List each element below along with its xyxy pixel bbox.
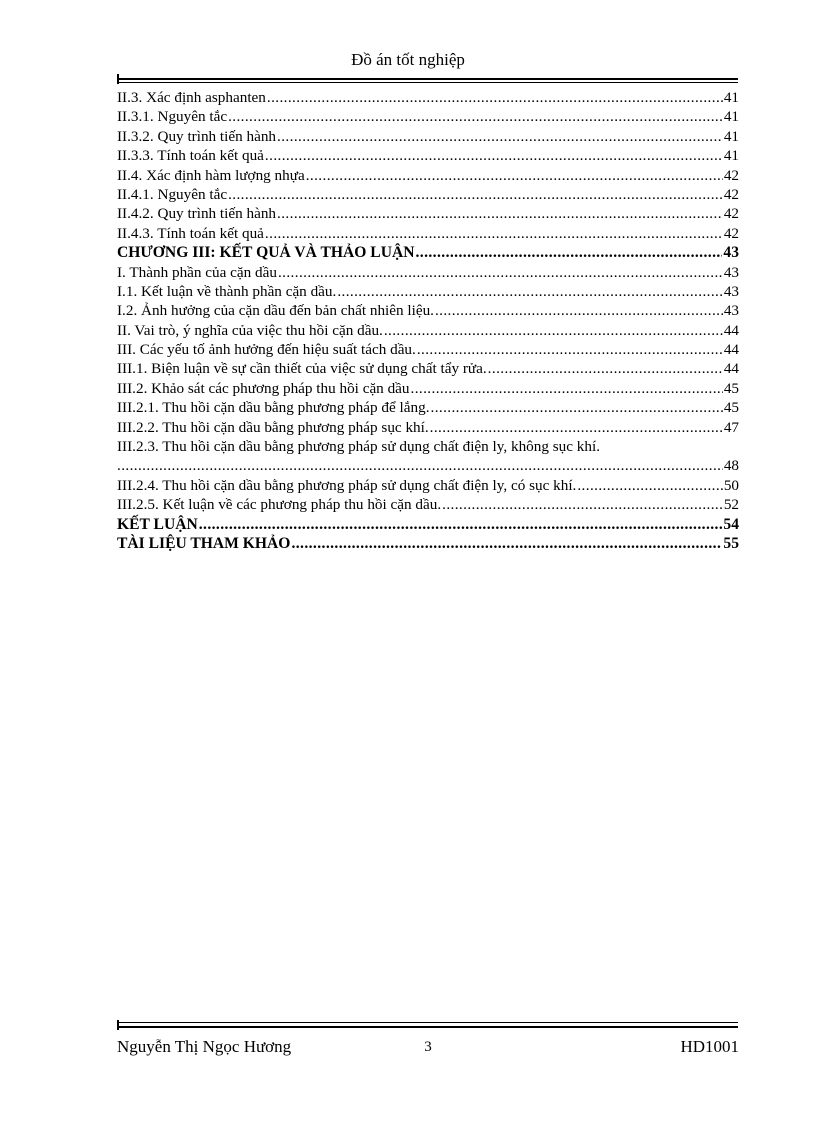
toc-leader-dots bbox=[430, 418, 723, 437]
toc-entry-page: 54 bbox=[723, 515, 739, 533]
toc-entry bbox=[117, 166, 739, 185]
toc-leader-dots bbox=[228, 107, 723, 126]
toc-entry-title: II.4.1. Nguyên tắc bbox=[117, 185, 228, 203]
toc-entry-page: 47 bbox=[723, 418, 739, 436]
toc-entry bbox=[117, 495, 739, 514]
toc-leader-dots bbox=[417, 340, 723, 359]
toc-entry bbox=[117, 379, 739, 398]
toc-leader-dots bbox=[265, 224, 723, 243]
toc-entry bbox=[117, 301, 739, 320]
toc-entry-title: II.3.1. Nguyên tắc bbox=[117, 108, 228, 126]
toc-entry-page: 44 bbox=[723, 321, 739, 339]
footer-author: Nguyễn Thị Ngọc Hương bbox=[117, 1037, 292, 1056]
toc-entry-title: II.4.2. Quy trình tiến hành bbox=[117, 205, 277, 223]
toc-entry-title: I. Thành phần của cặn dầu bbox=[117, 263, 277, 281]
toc-entry-title: CHƯƠNG III: KẾT QUẢ VÀ THẢO LUẬN bbox=[117, 244, 415, 262]
toc-leader-dots bbox=[384, 321, 723, 340]
toc-entry-page: 42 bbox=[723, 224, 739, 242]
toc-entry-title: II.4.3. Tính toán kết quả bbox=[117, 224, 264, 242]
toc-entry-title: III.2. Khảo sát các phương pháp thu hồi cặn dầu bbox=[117, 379, 410, 397]
toc-entry-page: 52 bbox=[723, 496, 739, 514]
toc-entry bbox=[117, 437, 739, 456]
toc-entry bbox=[117, 515, 739, 534]
toc-entry-page: 43 bbox=[723, 244, 739, 262]
toc-leader-dots bbox=[577, 476, 722, 495]
toc-entry-page: 42 bbox=[723, 185, 739, 203]
toc-entry-page: 41 bbox=[723, 89, 739, 106]
toc-entry-page: 42 bbox=[723, 205, 739, 223]
toc-entry-title: III.2.5. Kết luận về các phương pháp thu hồi cặn dầu. bbox=[117, 496, 442, 514]
toc-entry-page: 45 bbox=[723, 399, 739, 417]
toc-entry-page: 44 bbox=[723, 341, 739, 359]
toc-leader-dots bbox=[265, 146, 723, 165]
toc-leader-dots bbox=[277, 204, 723, 223]
toc-entry-title: II.3. Xác định asphanten bbox=[117, 89, 266, 106]
toc-entry bbox=[117, 282, 739, 301]
toc-leader-dots bbox=[337, 282, 723, 301]
toc-leader-dots bbox=[415, 243, 722, 262]
toc-entry-title: KẾT LUẬN bbox=[117, 515, 198, 533]
header-rule-thin bbox=[117, 82, 738, 83]
toc-entry-title: II.3.3. Tính toán kết quả bbox=[117, 147, 264, 165]
toc-entry bbox=[117, 204, 739, 223]
toc-entry bbox=[117, 263, 739, 282]
toc-entry-title: I.2. Ảnh hưởng của cặn dầu đến bản chất nhiên liệu. bbox=[117, 302, 434, 320]
toc-entry bbox=[117, 88, 739, 107]
toc-entry-title: III.2.3. Thu hồi cặn dầu bằng phương pháp sử dụng chất điện ly, không sục khí. bbox=[117, 438, 600, 456]
toc-entry bbox=[117, 224, 739, 243]
toc-leader-dots bbox=[228, 185, 723, 204]
toc-entry-page: 44 bbox=[723, 360, 739, 378]
toc-entry bbox=[117, 418, 739, 437]
toc-leader-dots bbox=[442, 495, 723, 514]
toc-entry bbox=[117, 534, 739, 553]
toc-entry-title: III. Các yếu tố ảnh hưởng đến hiệu suất tách dầu. bbox=[117, 341, 416, 359]
toc-leader-dots bbox=[431, 398, 723, 417]
toc-leader-dots bbox=[117, 456, 723, 475]
toc-entry-page: 43 bbox=[723, 282, 739, 300]
toc-entry-page: 43 bbox=[723, 302, 739, 320]
toc-entry-title: II.4. Xác định hàm lượng nhựa bbox=[117, 166, 305, 184]
toc-entry-page: 41 bbox=[723, 108, 739, 126]
toc-leader-dots bbox=[291, 534, 722, 553]
toc-entry bbox=[117, 476, 739, 495]
toc-entry-title: III.2.1. Thu hồi cặn dầu bằng phương pháp để lắng. bbox=[117, 399, 430, 417]
toc-leader-dots bbox=[488, 359, 723, 378]
toc-entry-title: III.1. Biện luận về sự cần thiết của việc sử dụng chất tẩy rửa. bbox=[117, 360, 487, 378]
footer-rule-thick bbox=[117, 1026, 738, 1028]
toc-entry bbox=[117, 185, 739, 204]
toc-entry-page: 42 bbox=[723, 166, 739, 184]
toc-entry bbox=[117, 146, 739, 165]
toc-entry-continuation bbox=[117, 456, 739, 475]
toc-entry-page: 41 bbox=[723, 127, 739, 145]
toc-entry-page: 41 bbox=[723, 147, 739, 165]
toc-leader-dots bbox=[199, 515, 723, 534]
toc-entry-title: III.2.4. Thu hồi cặn dầu bằng phương pháp sử dụng chất điện ly, có sục khí. bbox=[117, 476, 577, 494]
toc-entry-page: 45 bbox=[723, 379, 739, 397]
toc-leader-dots bbox=[277, 127, 723, 146]
toc-entry bbox=[117, 340, 739, 359]
footer-code: HD1001 bbox=[680, 1037, 739, 1056]
toc-entry bbox=[117, 359, 739, 378]
footer-page-number: 3 bbox=[424, 1039, 432, 1055]
footer-rule-thin bbox=[117, 1022, 738, 1023]
footer-bar bbox=[117, 1036, 739, 1058]
toc-entry-page: 50 bbox=[723, 476, 739, 494]
toc-entry-title: II. Vai trò, ý nghĩa của việc thu hồi cặn dầu. bbox=[117, 321, 383, 339]
toc-entry bbox=[117, 321, 739, 340]
toc-entry-title: II.3.2. Quy trình tiến hành bbox=[117, 127, 277, 145]
header-title: Đồ án tốt nghiệp bbox=[351, 50, 465, 69]
toc-entry-page: 48 bbox=[723, 457, 739, 475]
toc-entry bbox=[117, 107, 739, 126]
toc-entry-page: 55 bbox=[723, 534, 739, 552]
toc-entry-title: III.2.2. Thu hồi cặn dầu bằng phương pháp sục khí. bbox=[117, 418, 429, 436]
toc-entry bbox=[117, 127, 739, 146]
header-rule-thick bbox=[117, 78, 738, 80]
toc-entry-title: TÀI LIỆU THAM KHẢO bbox=[117, 534, 291, 552]
toc-entry bbox=[117, 243, 739, 262]
toc-leader-dots bbox=[278, 263, 723, 282]
table-of-contents bbox=[117, 88, 739, 553]
toc-leader-dots bbox=[435, 301, 723, 320]
toc-leader-dots bbox=[267, 88, 723, 107]
toc-entry bbox=[117, 398, 739, 417]
toc-entry-page: 43 bbox=[723, 263, 739, 281]
toc-entry-title: I.1. Kết luận về thành phần cặn dầu. bbox=[117, 282, 337, 300]
toc-leader-dots bbox=[306, 166, 723, 185]
toc-leader-dots bbox=[411, 379, 723, 398]
